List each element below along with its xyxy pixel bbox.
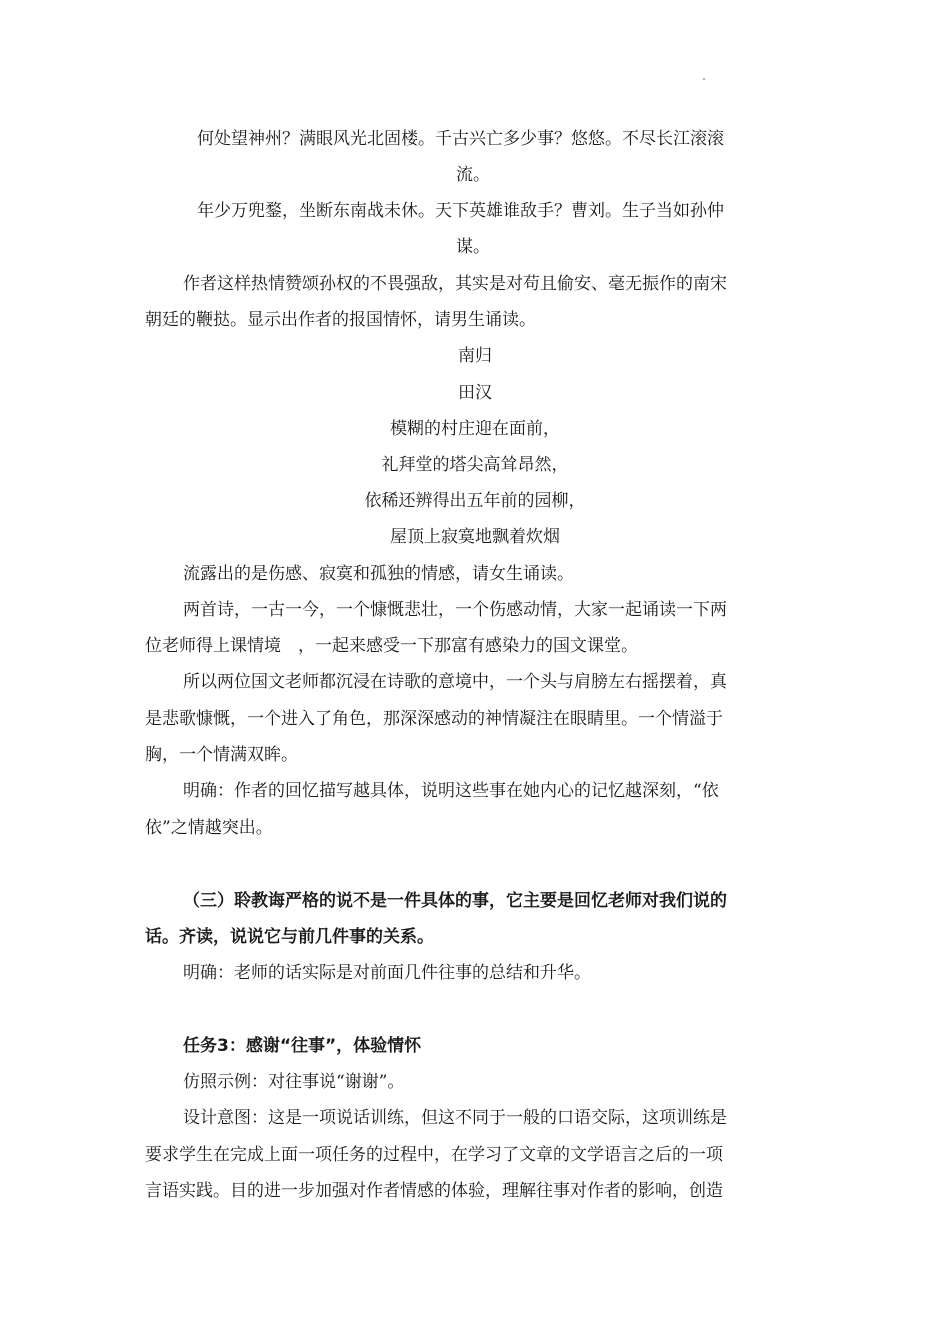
section3-heading-line1: （三）聆教诲严格的说不是一件具体的事，它主要是回忆老师对我们说的 (183, 891, 727, 911)
commentary1-line1: 作者这样热情赞颂孙权的不畏强敌，其实是对苟且偷安、毫无振作的南宋 (183, 274, 727, 294)
poem1-line1-cont: 流。 (456, 165, 490, 185)
task3-design-line2: 要求学生在完成上面一项任务的过程中，在学习了文章的文学语言之后的一项 (145, 1145, 723, 1165)
poem2-author: 田汉 (458, 383, 492, 403)
paragraph-3-line2: 是悲歌慷慨，一个进入了角色，那深深感动的神情凝注在眼睛里。一个情溢于 (145, 709, 723, 729)
paragraph-4-line1: 明确：作者的回忆描写越具体，说明这些事在她内心的记忆越深刻，“依 (183, 781, 719, 801)
paragraph-2-line2: 位老师得上课情境 ，一起来感受一下那富有感染力的国文课堂。 (145, 636, 638, 656)
section3-answer: 明确：老师的话实际是对前面几件往事的总结和升华。 (183, 963, 591, 983)
task3-heading: 任务3：感谢“往事”，体验情怀 (183, 1036, 422, 1056)
paragraph-3-line1: 所以两位国文老师都沉浸在诗歌的意境中，一个头与肩膀左右摇摆着，真 (183, 672, 727, 692)
section3-heading-line2: 话。齐读，说说它与前几件事的关系。 (145, 927, 434, 947)
commentary1-line2: 朝廷的鞭挞。显示出作者的报国情怀，请男生诵读。 (145, 310, 536, 330)
task3-instruction: 仿照示例：对往事说“谢谢”。 (183, 1072, 405, 1092)
poem1-line2: 年少万兜鍪，坐断东南战未休。天下英雄谁敌手？曹刘。生子当如孙仲 (197, 201, 724, 221)
poem2-line: 依稀还辨得出五年前的园柳， (364, 491, 586, 511)
poem1-line2-cont: 谋。 (456, 237, 490, 257)
paragraph-4-line2: 依”之情越突出。 (145, 818, 273, 838)
poem2-line: 礼拜堂的塔尖高耸昂然， (381, 455, 569, 475)
task3-design-line1: 设计意图：这是一项说话训练，但这不同于一般的口语交际，这项训练是 (183, 1108, 727, 1128)
poem2-line: 屋顶上寂寞地飘着炊烟 (390, 527, 560, 547)
paragraph-1: 流露出的是伤感、寂寞和孤独的情感，请女生诵读。 (183, 564, 574, 584)
paragraph-2-line1: 两首诗，一古一今，一个慷慨悲壮，一个伤感动情，大家一起诵读一下两 (183, 600, 727, 620)
poem1-line1: 何处望神州？满眼风光北固楼。千古兴亡多少事？悠悠。不尽长江滚滚 (197, 129, 724, 149)
poem2-line: 模糊的村庄迎在面前， (390, 419, 560, 439)
poem2-title: 南归 (458, 346, 492, 366)
paragraph-3-line3: 胸，一个情满双眸。 (145, 745, 298, 765)
task3-design-line3: 言语实践。目的进一步加强对作者情感的体验，理解往事对作者的影响，创造 (145, 1181, 723, 1201)
page-mark-dot (703, 78, 705, 80)
